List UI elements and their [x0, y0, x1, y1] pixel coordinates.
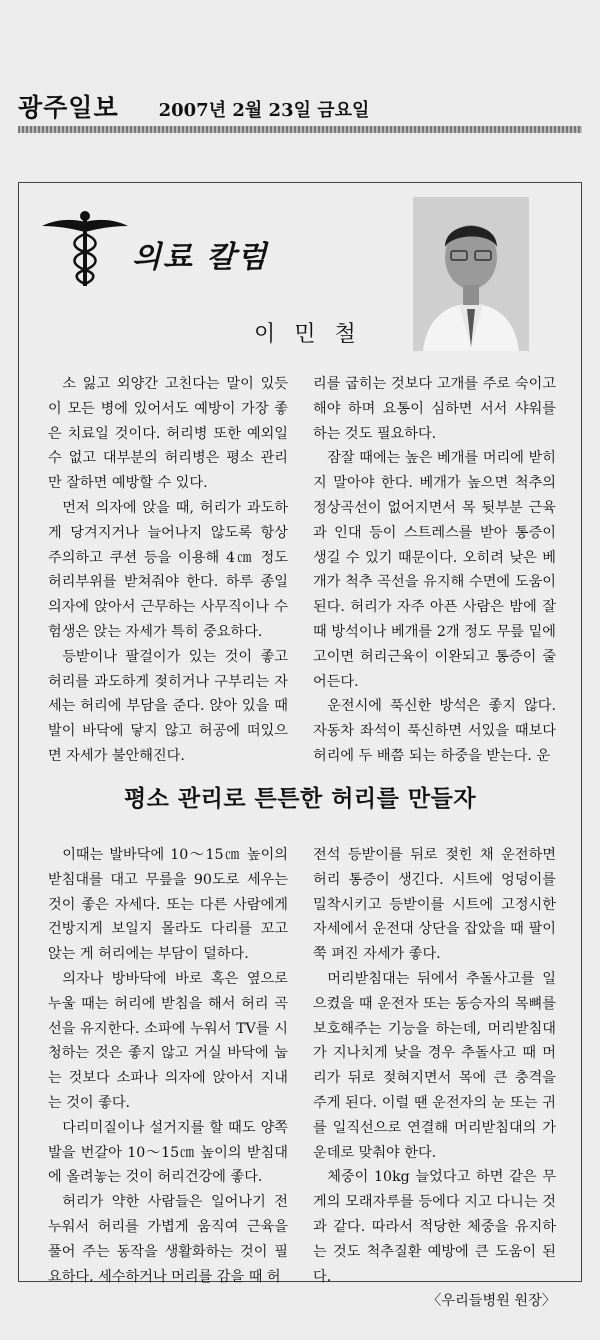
column-title: 의료 칼럼 — [132, 240, 269, 275]
column-header — [40, 210, 270, 288]
article-bottom-right-column — [313, 843, 556, 1314]
paragraph: 체중이 10kg 늘었다고 하면 같은 무게의 모래자루를 등에다 지고 다니는 것과 같다. 따라서 적당한 체중을 유지하는 것도 척추질환 예방에 큰 도움이 된다. — [313, 1169, 556, 1285]
paragraph: 허리가 약한 사람들은 일어나기 전 누워서 허리를 가볍게 움직여 근육을 풀어 주는 동작을 생활화하는 것이 필요하다. 세수하거나 머리를 감을 때 허 — [48, 1194, 288, 1285]
paragraph: 다리미질이나 설거지를 할 때도 양쪽 발을 번갈아 10～15㎝ 높이의 받침대에 올려놓는 것이 허리건강에 좋다. — [48, 1119, 288, 1186]
paragraph: 이때는 발바닥에 10～15㎝ 높이의 받침대를 대고 무릎을 90도로 세우는 것이 좋은 자세다. 또는 다른 사람에게 건방지게 보일지 몰라도 다리를 꼬고 앉는 게 허리에는 부담이 덜하다. — [48, 847, 288, 963]
paragraph: 의자나 방바닥에 바로 혹은 옆으로 누울 때는 허리에 받침을 해서 허리 곡선을 유지한다. 소파에 누워서 TV를 시청하는 것은 좋지 않고 거실 바닥에 눕는 것보다 소파나 의자에 앉아서 지내는 것이 좋다. — [48, 970, 288, 1111]
paragraph: 등받이나 팔걸이가 있는 것이 좋고 허리를 과도하게 젖히거나 구부리는 자세는 허리에 부담을 준다. 앉아 있을 때 발이 바닥에 닿지 않고 허공에 떠있으면 자세가 불안해진다. — [48, 648, 288, 764]
article-top-left-column — [48, 372, 288, 769]
masthead — [18, 88, 369, 128]
paragraph: 머리받침대는 뒤에서 추돌사고를 일으켰을 때 운전자 또는 동승자의 목뼈를 보호해주는 기능을 하는데, 머리받침대가 지나치게 낮을 경우 추돌사고 때 머리가 뒤로 젖혀지면서 목에 큰 충격을 주게 된다. 이럴 땐 운전자의 눈 또는 귀를 일직선으로 연결해 머리받침대의 가운데로 맞춰야 한다. — [313, 970, 556, 1161]
article-bottom-left-column — [48, 843, 288, 1289]
paragraph: 잠잘 때에는 높은 베개를 머리에 받히지 말아야 한다. 베개가 높으면 척추의 정상곡선이 없어지면서 목 뒷부분 근육과 인대 등이 스트레스를 받아 통증이 생길 수 있기 때문이다. 오히려 낮은 베개가 척추 곡선을 유지해 수면에 도움이 된다. 허리가 자주 아픈 사람은 밤에 잘 때 방석이나 베개를 2개 정도 무릎 밑에 고이면 허리근육이 이완되고 통증이 줄어든다. — [313, 450, 556, 690]
publication-date: 2007년 2월 23일 금요일 — [158, 100, 370, 121]
paragraph: 전석 등받이를 뒤로 젖힌 채 운전하면 허리 통증이 생긴다. 시트에 엉덩이를 밀착시키고 등받이를 시트에 고정시한 자세에서 운전대 상단을 잡았을 때 팔이 쭉 펴진 자세가 좋다. — [313, 847, 556, 963]
newspaper-name: 광주일보 — [18, 93, 119, 122]
caduceus-icon — [40, 210, 130, 288]
paragraph: 운전시에 푹신한 방석은 좋지 않다. 자동차 좌석이 푹신하면 서있을 때보다 허리에 두 배쯤 되는 하중을 받는다. 운 — [313, 698, 556, 764]
paragraph: 리를 굽히는 것보다 고개를 주로 숙이고 해야 하며 요통이 심하면 서서 샤워를 하는 것도 필요하다. — [313, 376, 556, 442]
paragraph: 소 잃고 외양간 고친다는 말이 있듯이 모든 병에 있어서도 예방이 가장 좋은 치료일 것이다. 허리병 또한 예외일 수 없고 대부분의 허리병은 평소 관리만 잘하면 예방할 수 있다. — [48, 376, 288, 492]
author-affiliation: 〈우리들병원 원장〉 — [427, 1293, 556, 1310]
headline: 평소 관리로 튼튼한 허리를 만들자 — [123, 786, 477, 812]
paragraph: 먼저 의자에 앉을 때, 허리가 과도하게 당겨지거나 늘어나지 않도록 항상 주의하고 쿠션 등을 이용해 4㎝ 정도 허리부위를 받쳐줘야 한다. 하루 종일 의자에 앉아서 근무하는 사무직이나 수험생은 앉는 자세가 특히 중요하다. — [48, 499, 288, 640]
masthead-rule — [18, 126, 582, 133]
author-photo — [413, 197, 529, 351]
author-name: 이 민 철 — [254, 322, 362, 347]
article-top-right-column — [313, 372, 556, 769]
